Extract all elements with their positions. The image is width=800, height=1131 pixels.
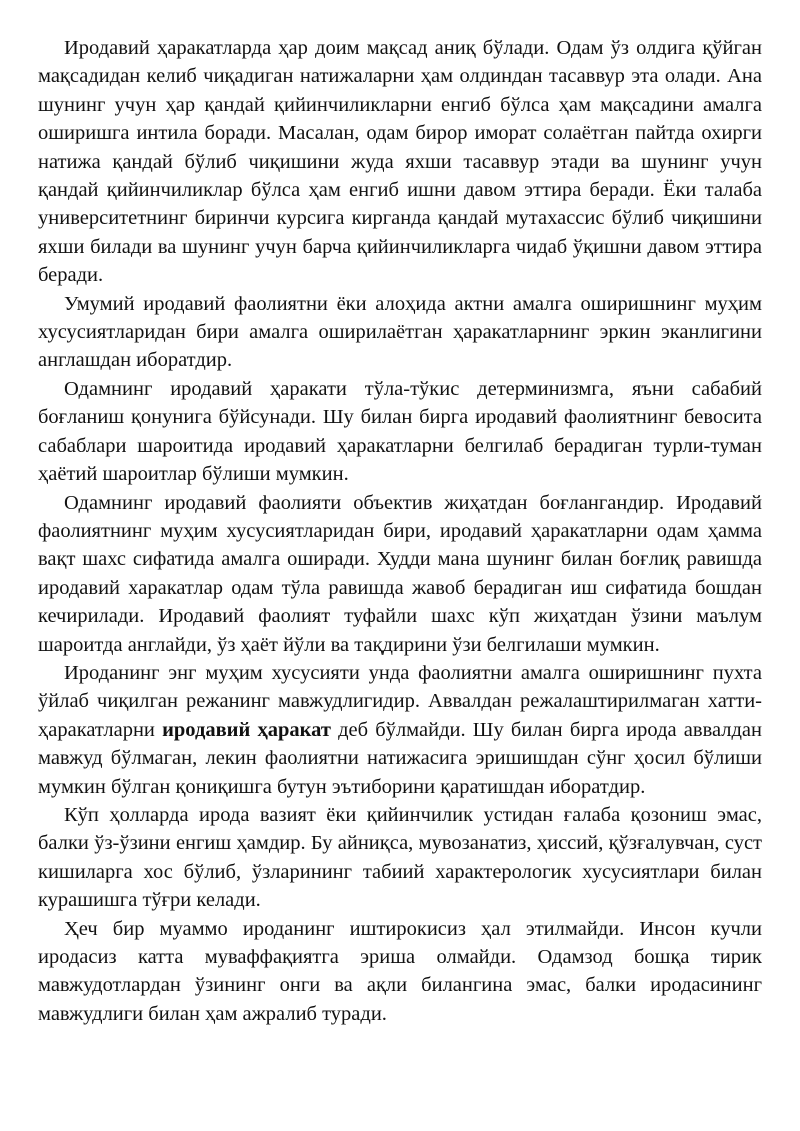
paragraph-6: Кўп ҳолларда ирода вазият ёки қийинчилик устидан ғалаба қозониш эмас, балки ўз-ўзини енгиш ҳамдир. Бу айниқса, мувозанатиз, ҳиссий, қўзғалувчан, суст кишиларга хос бўлиб, ўзларининг табиий характерологик хусусиятлари билан курашишга тўғри келади. [38,803,762,912]
document-page [38,34,762,1028]
paragraph-3: Одамнинг иродавий ҳаракати тўла-тўкис детерминизмга, яъни сабабий боғланиш қонунига бўйсунади. Шу билан бирга иродавий фаолиятнинг бевосита сабаблари шароитида иродавий ҳаракатларни белгилаб берадиган турли-туман ҳаётий шароитлар бўлиши мумкин. [38,377,762,486]
paragraph-5-bold-term: иродавий ҳаракат [162,718,331,741]
paragraph-5-text-before: Ироданинг энг муҳим хусусияти унда фаолиятни амалга оширишнинг пухта ўйлаб чиқилган режанинг мавжудлигидир. Аввалдан режалаштирилмаган хатти-ҳаракатларни [38,661,762,741]
paragraph-4: Одамнинг иродавий фаолияти объектив жиҳатдан боғлангандир. Иродавий фаолиятнинг муҳим хусусиятларидан бири, иродавий ҳаракатларни одам ҳамма вақт шахс сифатида амалга оширади. Худди мана шунинг билан боғлиқ равишда иродавий харакатлар одам тўла равишда жавоб берадиган иш сифатида бошдан кечирилади. Иродавий фаолият туфайли шахс кўп жиҳатдан ўзини маълум шароитда англайди, ўз ҳаёт йўли ва тақдирини ўзи белгилаши мумкин. [38,491,762,656]
paragraph-1: Иродавий ҳаракатларда ҳар доим мақсад аниқ бўлади. Одам ўз олдига қўйган мақсадидан келиб чиқадиган натижаларни ҳам олдиндан тасаввур эта олади. Ана шунинг учун ҳар қандай қийинчиликларни енгиб бўлса ҳам мақсадини амалга оширишга интила боради. Масалан, одам бирор иморат солаётган пайтда охирги натижа қандай бўлиб чиқишини жуда яхши тасаввур этади ва шунинг учун қандай қийинчиликлар бўлса ҳам енгиб ишни давом эттира беради. Ёки талаба университетнинг биринчи курсига кирганда қандай мутахассис бўлиб чиқишини яхши билади ва шунинг учун барча қийинчиликларга чидаб ўқишни давом эттира беради. [38,37,762,287]
paragraph-2: Умумий иродавий фаолиятни ёки алоҳида актни амалга оширишнинг муҳим хусусиятларидан бири амалга оширилаётган ҳаракатларнинг эркин эканлигини англашдан иборатдир. [38,292,762,372]
paragraph-5-text-after: деб бўлмайди. Шу билан бирга ирода аввалдан мавжуд бўлмаган, лекин фаолиятни натижасига эришишдан сўнг ҳосил бўлиши мумкин бўлган қониқишга бутун эътиборини қаратишдан иборатдир. [38,718,762,798]
paragraph-7: Ҳеч бир муаммо ироданинг иштирокисиз ҳал этилмайди. Инсон кучли иродасиз катта муваффақиятга эриша олмайди. Одамзод бошқа тирик мавжудотлардан ўзининг онги ва ақли билангина эмас, балки иродасининг мавжудлиги билан ҳам ажралиб туради. [38,917,762,1025]
paragraph-5 [38,659,762,801]
